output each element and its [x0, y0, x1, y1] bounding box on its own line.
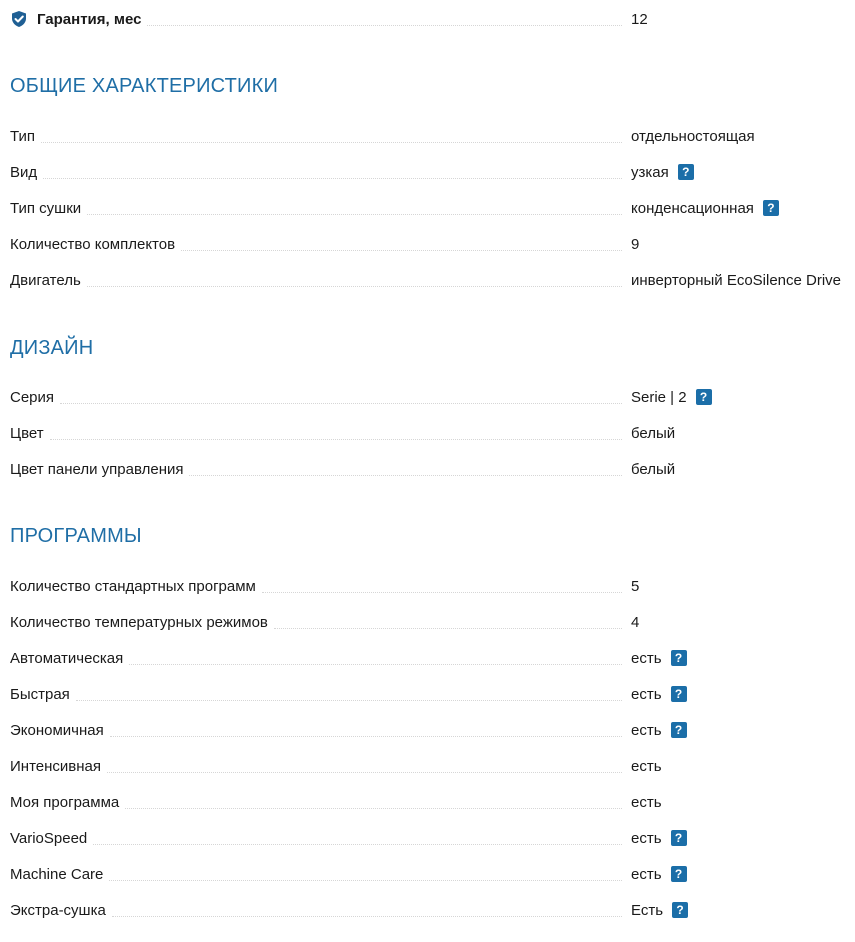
spec-label: Быстрая — [10, 686, 76, 703]
dotted-leader — [110, 736, 622, 737]
dotted-leader — [262, 592, 622, 593]
dotted-leader — [43, 178, 622, 179]
spec-value: есть — [631, 721, 662, 739]
warranty-value-wrap — [631, 9, 648, 29]
spec-label: Двигатель — [10, 272, 87, 289]
spec-value-wrap — [631, 459, 675, 479]
question-icon[interactable]: ? — [672, 902, 688, 918]
dotted-leader — [112, 916, 622, 917]
dotted-leader — [87, 286, 622, 287]
spec-value-wrap — [631, 756, 662, 776]
spec-label: Автоматическая — [10, 650, 129, 667]
spec-label: Экономичная — [10, 722, 110, 739]
spec-row — [10, 270, 855, 290]
question-icon[interactable]: ? — [671, 650, 687, 666]
spec-label: Моя программа — [10, 794, 125, 811]
spec-label: Machine Care — [10, 866, 109, 883]
dotted-leader — [147, 25, 622, 26]
spec-row — [10, 900, 855, 920]
spec-label: Количество стандартных программ — [10, 578, 262, 595]
spec-value-wrap — [631, 864, 687, 884]
spec-value-wrap — [631, 612, 639, 632]
spec-value: есть — [631, 793, 662, 811]
spec-value: есть — [631, 757, 662, 775]
warranty-label: Гарантия, мес — [37, 11, 147, 28]
spec-row — [10, 423, 855, 443]
spec-value-wrap — [631, 198, 779, 218]
spec-label-wrap — [10, 648, 622, 668]
spec-value-wrap — [631, 900, 688, 920]
spec-value-wrap — [631, 423, 675, 443]
spec-label: VarioSpeed — [10, 830, 93, 847]
spec-row — [10, 720, 855, 740]
dotted-leader — [50, 439, 622, 440]
spec-value-wrap — [631, 234, 639, 254]
spec-value: Есть — [631, 901, 664, 919]
spec-label: Вид — [10, 164, 43, 181]
spec-row — [10, 756, 855, 776]
spec-label: Цвет панели управления — [10, 461, 189, 478]
spec-row — [10, 459, 855, 479]
warranty-row — [10, 9, 855, 29]
spec-label: Количество температурных режимов — [10, 614, 274, 631]
spec-value: есть — [631, 829, 662, 847]
dotted-leader — [109, 880, 622, 881]
question-icon[interactable]: ? — [763, 200, 779, 216]
dotted-leader — [41, 142, 622, 143]
spec-label: Серия — [10, 389, 60, 406]
spec-row — [10, 792, 855, 812]
dotted-leader — [107, 772, 622, 773]
dotted-leader — [60, 403, 622, 404]
spec-label-wrap — [10, 612, 622, 632]
spec-label-wrap — [10, 234, 622, 254]
dotted-leader — [274, 628, 622, 629]
spec-row — [10, 612, 855, 632]
spec-label-wrap — [10, 828, 622, 848]
spec-label-wrap — [10, 864, 622, 884]
spec-value: конденсационная — [631, 199, 754, 217]
question-icon[interactable]: ? — [671, 686, 687, 702]
spec-label-wrap — [10, 387, 622, 407]
spec-label-wrap — [10, 270, 622, 290]
dotted-leader — [125, 808, 622, 809]
spec-value-wrap — [631, 792, 662, 812]
spec-label: Экстра-сушка — [10, 902, 112, 919]
spec-row — [10, 387, 855, 407]
spec-row — [10, 126, 855, 146]
spec-row — [10, 648, 855, 668]
spec-label-wrap — [10, 162, 622, 182]
question-icon[interactable]: ? — [671, 866, 687, 882]
spec-value-wrap — [631, 126, 755, 146]
spec-value-wrap — [631, 684, 687, 704]
spec-value-wrap — [631, 576, 639, 596]
spec-label-wrap — [10, 576, 622, 596]
spec-label-wrap — [10, 126, 622, 146]
dotted-leader — [129, 664, 622, 665]
dotted-leader — [87, 214, 622, 215]
spec-label: Количество комплектов — [10, 236, 181, 253]
spec-row — [10, 162, 855, 182]
section-title: ДИЗАЙН — [10, 337, 94, 359]
spec-value: белый — [631, 460, 676, 478]
spec-value-wrap — [631, 720, 687, 740]
spec-label: Тип — [10, 128, 41, 145]
spec-value: есть — [631, 649, 662, 667]
dotted-leader — [189, 475, 622, 476]
spec-label-wrap — [10, 900, 622, 920]
spec-row — [10, 864, 855, 884]
warranty-label-wrap — [10, 9, 622, 29]
warranty-value: 12 — [631, 10, 648, 28]
spec-value: отдельностоящая — [631, 127, 755, 145]
shield-check-icon — [10, 10, 28, 28]
spec-value: есть — [631, 865, 662, 883]
spec-label: Цвет — [10, 425, 50, 442]
spec-value-wrap — [631, 387, 712, 407]
spec-label-wrap — [10, 792, 622, 812]
spec-value-wrap — [631, 162, 694, 182]
spec-value-wrap — [631, 648, 687, 668]
question-icon[interactable]: ? — [671, 830, 687, 846]
spec-value: белый — [631, 424, 676, 442]
spec-value-wrap — [631, 270, 841, 290]
spec-row — [10, 828, 855, 848]
spec-label-wrap — [10, 756, 622, 776]
question-icon[interactable]: ? — [696, 389, 712, 405]
spec-value-wrap — [631, 828, 687, 848]
section-title: ОБЩИЕ ХАРАКТЕРИСТИКИ — [10, 75, 279, 97]
spec-label-wrap — [10, 684, 622, 704]
dotted-leader — [93, 844, 622, 845]
spec-label-wrap — [10, 198, 622, 218]
spec-label-wrap — [10, 423, 622, 443]
dotted-leader — [76, 700, 622, 701]
spec-label: Интенсивная — [10, 758, 107, 775]
spec-value: 9 — [631, 235, 640, 253]
dotted-leader — [181, 250, 622, 251]
spec-row — [10, 576, 855, 596]
spec-row — [10, 234, 855, 254]
spec-value: Serie | 2 — [631, 388, 687, 406]
spec-value: есть — [631, 685, 662, 703]
spec-row — [10, 198, 855, 218]
section-title: ПРОГРАММЫ — [10, 525, 142, 547]
question-icon[interactable]: ? — [678, 164, 694, 180]
spec-label: Тип сушки — [10, 200, 87, 217]
spec-value: 5 — [631, 577, 640, 595]
spec-value: узкая — [631, 163, 669, 181]
question-icon[interactable]: ? — [671, 722, 687, 738]
spec-label-wrap — [10, 459, 622, 479]
spec-value: инверторный EcoSilence Drive — [631, 271, 842, 289]
spec-value: 4 — [631, 613, 640, 631]
spec-label-wrap — [10, 720, 622, 740]
spec-row — [10, 684, 855, 704]
